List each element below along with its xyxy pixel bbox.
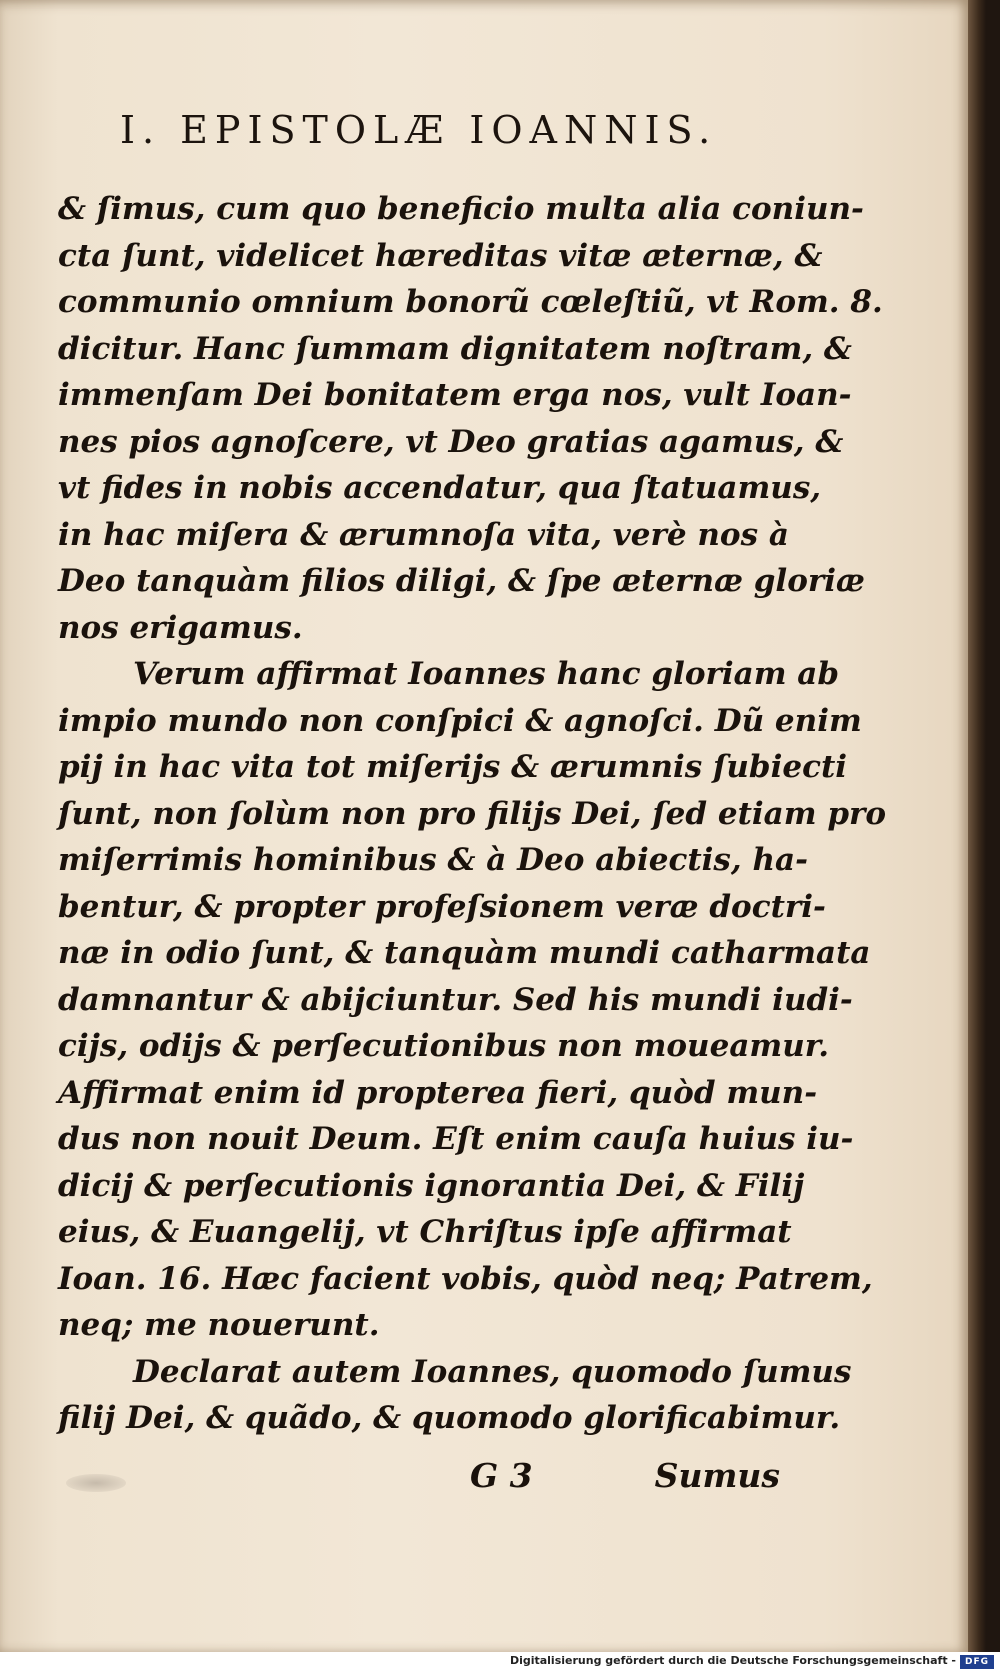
text-line-24: Ioan. 16. Hæc facient vobis, quòd neq; Patrem, xyxy=(58,1260,873,1297)
text-line-22: dicij & perſecutionis ignorantia Dei, & Filij xyxy=(58,1167,805,1204)
text-line-27: filij Dei, & quãdo, & quomodo glorificabimur. xyxy=(58,1400,841,1436)
text-line-21: dus non nouit Deum. Eſt enim cauſa huius iu- xyxy=(58,1121,854,1157)
text-line-26: Declarat autem Ioannes, quomodo ſumus xyxy=(133,1353,852,1390)
body-text xyxy=(58,186,887,1442)
running-title: I. EPISTOLÆ IOANNIS. xyxy=(120,108,718,152)
text-line-7: vt fides in nobis accendatur, qua ſtatuamus, xyxy=(58,470,822,506)
dfg-logo-icon: DFG xyxy=(960,1655,994,1669)
text-line-15: miſerrimis hominibus & à Deo abiectis, ha- xyxy=(58,842,808,878)
text-line-5: immenſam Dei bonitatem erga nos, vult Ioan- xyxy=(58,377,852,413)
text-line-23: eius, & Euangelij, vt Chriſtus ipſe affirmat xyxy=(58,1214,792,1250)
text-line-20: Affirmat enim id propterea fieri, quòd mun- xyxy=(58,1074,818,1111)
text-line-13: pij in hac vita tot miſerijs & ærumnis ſubiecti xyxy=(58,749,848,785)
digitization-credit: Digitalisierung gefördert durch die Deutsche Forschungsgemeinschaft - xyxy=(509,1654,956,1667)
text-line-17: næ in odio ſunt, & tanquàm mundi catharmata xyxy=(58,935,871,971)
text-line-4: dicitur. Hanc ſummam dignitatem noſtram, & xyxy=(58,330,852,367)
text-line-3: communio omnium bonorũ cœleſtiũ, vt Rom. 8. xyxy=(58,284,883,320)
page-footer xyxy=(58,1456,788,1506)
catchword: Sumus xyxy=(654,1456,780,1495)
text-line-16: bentur, & propter profeſsionem veræ doctri- xyxy=(58,888,826,925)
text-line-14: ſunt, non ſolùm non pro filijs Dei, ſed etiam pro xyxy=(58,795,887,832)
text-line-1: & ſimus, cum quo beneficio multa alia coniun- xyxy=(58,191,864,227)
text-line-12: impio mundo non conſpici & agnoſci. Dũ enim xyxy=(58,702,862,739)
text-line-25: neq; me nouerunt. xyxy=(58,1307,380,1343)
text-line-18: damnantur & abijciuntur. Sed his mundi iudi- xyxy=(58,981,853,1018)
digitization-credit-bar xyxy=(0,1652,1000,1672)
signature-mark: G 3 xyxy=(470,1456,533,1495)
book-edge-shadow xyxy=(968,0,986,1652)
text-line-9: Deo tanquàm filios diligi, & ſpe æternæ gloriæ xyxy=(58,563,865,599)
text-line-2: cta ſunt, videlicet hæreditas vitæ æternæ, & xyxy=(58,237,823,274)
text-line-8: in hac miſera & ærumnoſa vita, verè nos à xyxy=(58,516,789,553)
text-line-19: cijs, odijs & perſecutionibus non moueamur. xyxy=(58,1028,830,1064)
text-line-11: Verum affirmat Ioannes hanc gloriam ab xyxy=(133,656,840,692)
text-line-10: nos erigamus. xyxy=(58,609,303,646)
text-line-6: nes pios agnoſcere, vt Deo gratias agamus, & xyxy=(58,423,844,460)
